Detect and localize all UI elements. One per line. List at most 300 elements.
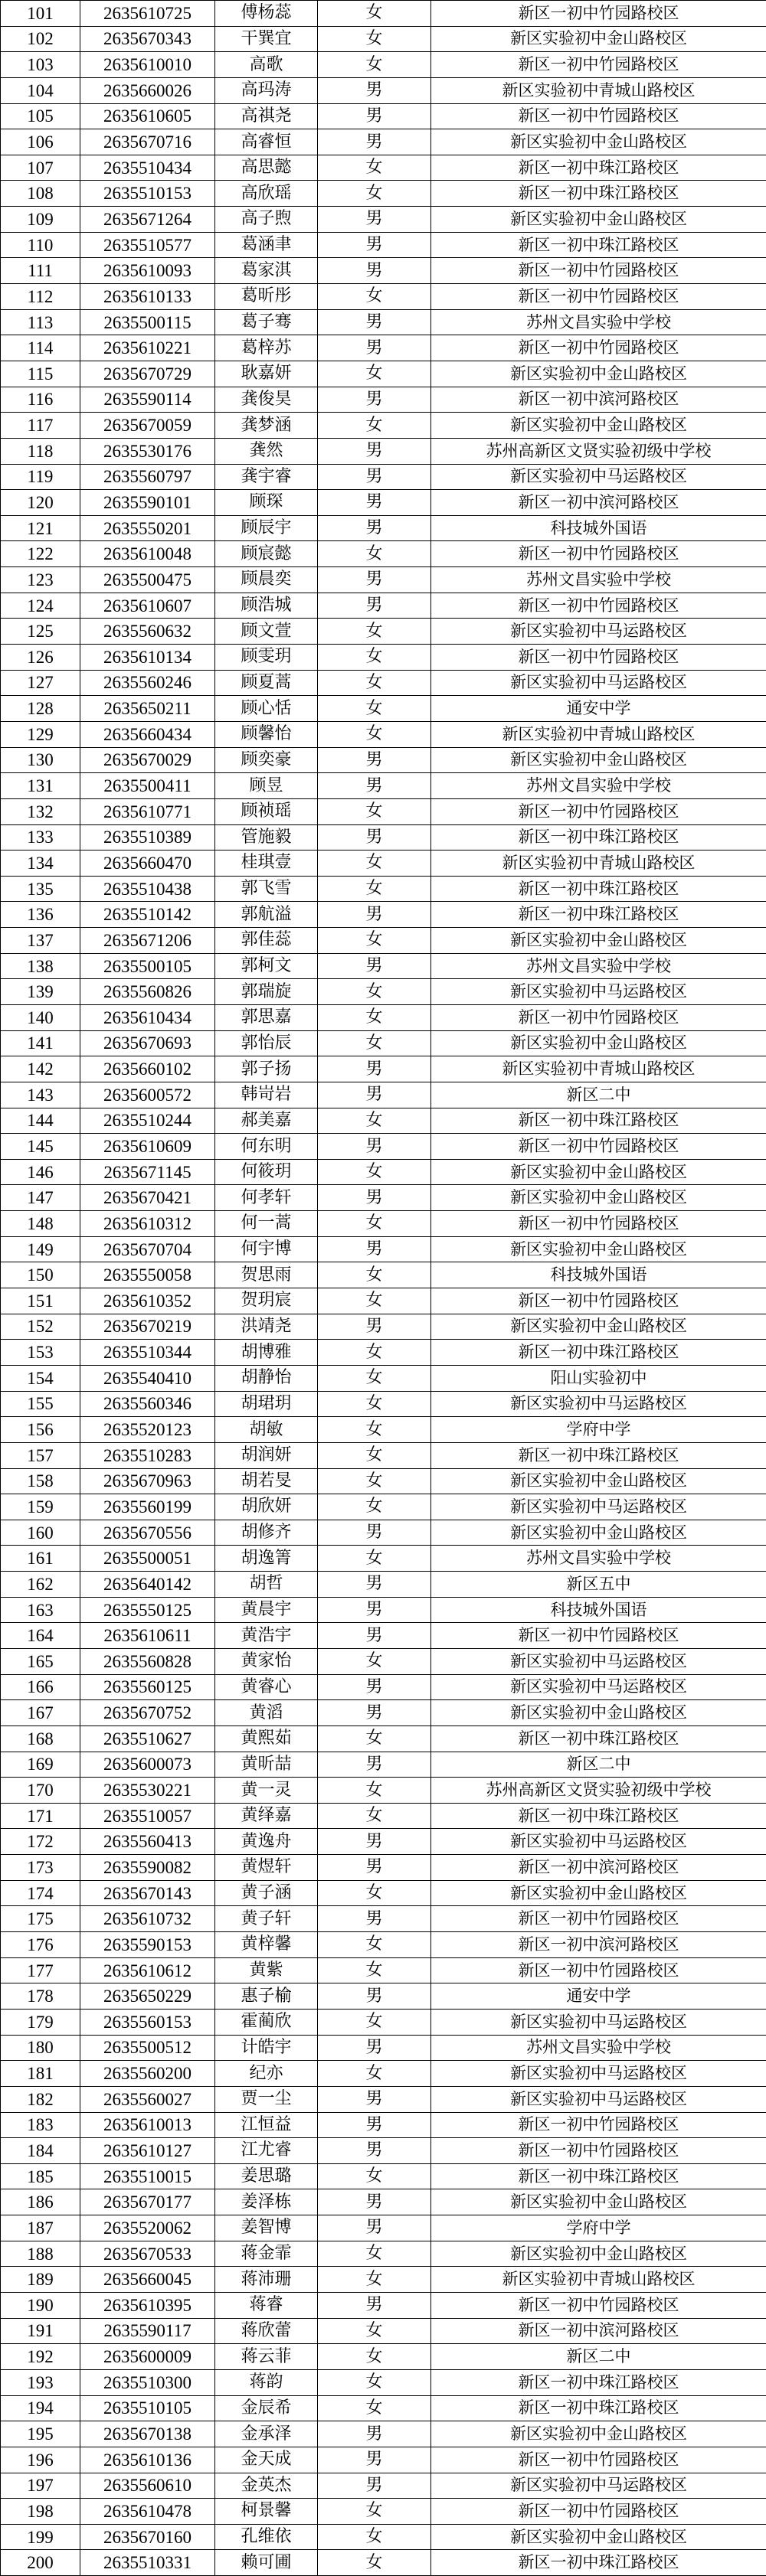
table-row — [1, 103, 766, 129]
cell-no: 129 — [1, 721, 80, 747]
cell-id: 2635671206 — [80, 928, 215, 954]
cell-no: 137 — [1, 928, 80, 954]
cell-id: 2635550201 — [80, 515, 215, 541]
cell-no: 151 — [1, 1288, 80, 1314]
cell-school: 新区实验初中马运路校区 — [431, 619, 766, 645]
cell-id: 2635500051 — [80, 1546, 215, 1572]
cell-school: 新区实验初中马运路校区 — [431, 1674, 766, 1700]
table-row — [1, 902, 766, 928]
cell-school: 新区二中 — [431, 1752, 766, 1778]
cell-id: 2635670177 — [80, 2189, 215, 2215]
cell-id: 2635520062 — [80, 2215, 215, 2241]
cell-school: 新区一初中滨河路校区 — [431, 387, 766, 413]
table-row — [1, 1855, 766, 1881]
cell-school: 新区一初中竹园路校区 — [431, 1134, 766, 1160]
cell-id: 2635610725 — [80, 1, 215, 27]
cell-no: 156 — [1, 1417, 80, 1443]
cell-gender: 男 — [318, 1752, 431, 1778]
table-row — [1, 1314, 766, 1340]
table-row — [1, 1030, 766, 1056]
cell-no: 181 — [1, 2061, 80, 2087]
cell-gender: 男 — [318, 2035, 431, 2061]
cell-name: 胡珺玥 — [215, 1391, 318, 1417]
cell-no: 108 — [1, 181, 80, 207]
cell-name: 葛梓苏 — [215, 335, 318, 361]
table-row — [1, 2524, 766, 2550]
cell-no: 117 — [1, 413, 80, 439]
cell-no: 101 — [1, 1, 80, 27]
cell-no: 132 — [1, 798, 80, 824]
cell-school: 新区一初中竹园路校区 — [431, 258, 766, 284]
cell-gender: 女 — [318, 181, 431, 207]
cell-no: 141 — [1, 1030, 80, 1056]
cell-id: 2635610134 — [80, 645, 215, 671]
cell-no: 198 — [1, 2499, 80, 2525]
cell-gender: 男 — [318, 490, 431, 516]
cell-id: 2635670160 — [80, 2524, 215, 2550]
cell-gender: 女 — [318, 1932, 431, 1958]
table-row — [1, 258, 766, 284]
cell-gender: 女 — [318, 1417, 431, 1443]
cell-name: 郝美嘉 — [215, 1108, 318, 1134]
table-row — [1, 2163, 766, 2189]
cell-gender: 女 — [318, 696, 431, 722]
cell-id: 2635610312 — [80, 1211, 215, 1237]
cell-no: 150 — [1, 1262, 80, 1288]
cell-name: 傅杨蕊 — [215, 1, 318, 27]
cell-id: 2635610771 — [80, 798, 215, 824]
cell-name: 高祺尧 — [215, 103, 318, 129]
table-row — [1, 232, 766, 258]
table-row — [1, 490, 766, 516]
cell-name: 葛昕彤 — [215, 284, 318, 310]
cell-name: 干巽宜 — [215, 26, 318, 52]
cell-id: 2635610048 — [80, 541, 215, 567]
table-row — [1, 2086, 766, 2112]
cell-gender: 男 — [318, 232, 431, 258]
cell-gender: 女 — [318, 155, 431, 181]
cell-gender: 男 — [318, 1700, 431, 1726]
cell-no: 127 — [1, 670, 80, 696]
cell-no: 158 — [1, 1468, 80, 1494]
cell-school: 新区一初中竹园路校区 — [431, 2499, 766, 2525]
cell-no: 103 — [1, 52, 80, 78]
cell-school: 新区一初中滨河路校区 — [431, 490, 766, 516]
table-row — [1, 824, 766, 851]
cell-school: 新区实验初中金山路校区 — [431, 26, 766, 52]
cell-school: 新区实验初中青城山路校区 — [431, 721, 766, 747]
cell-school: 新区实验初中金山路校区 — [431, 1700, 766, 1726]
cell-school: 新区一初中竹园路校区 — [431, 103, 766, 129]
cell-no: 110 — [1, 232, 80, 258]
cell-no: 193 — [1, 2369, 80, 2395]
cell-gender: 男 — [318, 207, 431, 233]
table-row — [1, 1700, 766, 1726]
table-row — [1, 387, 766, 413]
cell-id: 2635550125 — [80, 1597, 215, 1623]
cell-name: 贾一尘 — [215, 2086, 318, 2112]
cell-id: 2635670138 — [80, 2421, 215, 2447]
cell-school: 苏州文昌实验中学校 — [431, 309, 766, 335]
cell-id: 2635610127 — [80, 2138, 215, 2164]
cell-gender: 女 — [318, 1546, 431, 1572]
table-row — [1, 1391, 766, 1417]
cell-no: 196 — [1, 2447, 80, 2473]
table-row — [1, 2189, 766, 2215]
cell-name: 柯景馨 — [215, 2499, 318, 2525]
table-row — [1, 1906, 766, 1932]
cell-id: 2635510283 — [80, 1442, 215, 1468]
cell-id: 2635670533 — [80, 2241, 215, 2267]
cell-no: 154 — [1, 1365, 80, 1391]
cell-school: 新区实验初中青城山路校区 — [431, 1056, 766, 1082]
cell-school: 苏州高新区文贤实验初级中学校 — [431, 438, 766, 464]
cell-school: 苏州文昌实验中学校 — [431, 773, 766, 799]
cell-id: 2635560027 — [80, 2086, 215, 2112]
cell-school: 新区二中 — [431, 2344, 766, 2370]
cell-school: 新区一初中珠江路校区 — [431, 2395, 766, 2421]
cell-school: 新区一初中珠江路校区 — [431, 2163, 766, 2189]
cell-id: 2635660434 — [80, 721, 215, 747]
cell-no: 194 — [1, 2395, 80, 2421]
cell-name: 高歌 — [215, 52, 318, 78]
cell-id: 2635560797 — [80, 464, 215, 490]
table-row — [1, 1752, 766, 1778]
cell-name: 胡哲 — [215, 1572, 318, 1598]
cell-id: 2635670556 — [80, 1520, 215, 1546]
cell-no: 131 — [1, 773, 80, 799]
cell-name: 何东明 — [215, 1134, 318, 1160]
table-row — [1, 670, 766, 696]
table-row — [1, 1108, 766, 1134]
cell-no: 172 — [1, 1829, 80, 1855]
cell-name: 葛家淇 — [215, 258, 318, 284]
cell-id: 2635610434 — [80, 1004, 215, 1030]
cell-school: 新区一初中珠江路校区 — [431, 155, 766, 181]
cell-school: 新区实验初中金山路校区 — [431, 2241, 766, 2267]
cell-no: 155 — [1, 1391, 80, 1417]
cell-name: 蒋欣蕾 — [215, 2318, 318, 2344]
cell-school: 苏州文昌实验中学校 — [431, 953, 766, 979]
cell-name: 江尤睿 — [215, 2138, 318, 2164]
cell-gender: 男 — [318, 77, 431, 103]
cell-id: 2635640142 — [80, 1572, 215, 1598]
cell-no: 139 — [1, 979, 80, 1005]
cell-school: 新区实验初中金山路校区 — [431, 207, 766, 233]
cell-gender: 女 — [318, 2241, 431, 2267]
cell-no: 152 — [1, 1314, 80, 1340]
cell-gender: 女 — [318, 645, 431, 671]
table-row — [1, 1468, 766, 1494]
cell-no: 170 — [1, 1778, 80, 1804]
cell-school: 科技城外国语 — [431, 1597, 766, 1623]
cell-name: 韩岢岩 — [215, 1082, 318, 1108]
cell-no: 107 — [1, 155, 80, 181]
cell-school: 新区一初中竹园路校区 — [431, 284, 766, 310]
cell-no: 191 — [1, 2318, 80, 2344]
cell-no: 134 — [1, 851, 80, 877]
cell-gender: 女 — [318, 1365, 431, 1391]
cell-name: 高子煦 — [215, 207, 318, 233]
cell-gender: 女 — [318, 1340, 431, 1366]
cell-school: 科技城外国语 — [431, 515, 766, 541]
cell-name: 胡逸箐 — [215, 1546, 318, 1572]
cell-school: 新区实验初中马运路校区 — [431, 1494, 766, 1520]
cell-id: 2635610609 — [80, 1134, 215, 1160]
cell-no: 136 — [1, 902, 80, 928]
cell-no: 142 — [1, 1056, 80, 1082]
table-row — [1, 1004, 766, 1030]
cell-id: 2635510331 — [80, 2550, 215, 2576]
cell-no: 162 — [1, 1572, 80, 1598]
table-row — [1, 1623, 766, 1649]
cell-no: 177 — [1, 1957, 80, 1983]
cell-school: 新区一初中珠江路校区 — [431, 1442, 766, 1468]
table-row — [1, 2550, 766, 2576]
cell-id: 2635610607 — [80, 593, 215, 619]
cell-name: 顾浩城 — [215, 593, 318, 619]
cell-id: 2635530221 — [80, 1778, 215, 1804]
cell-name: 黄梓馨 — [215, 1932, 318, 1958]
cell-no: 122 — [1, 541, 80, 567]
cell-name: 郭怡辰 — [215, 1030, 318, 1056]
cell-name: 计皓宇 — [215, 2035, 318, 2061]
cell-gender: 女 — [318, 1468, 431, 1494]
cell-name: 顾宸懿 — [215, 541, 318, 567]
cell-gender: 女 — [318, 1880, 431, 1906]
cell-gender: 男 — [318, 747, 431, 773]
table-row — [1, 2369, 766, 2395]
cell-school: 新区一初中珠江路校区 — [431, 876, 766, 902]
cell-school: 新区实验初中金山路校区 — [431, 2524, 766, 2550]
table-row — [1, 953, 766, 979]
cell-gender: 女 — [318, 2395, 431, 2421]
cell-no: 164 — [1, 1623, 80, 1649]
cell-school: 新区实验初中青城山路校区 — [431, 2267, 766, 2293]
cell-gender: 女 — [318, 876, 431, 902]
cell-school: 新区一初中珠江路校区 — [431, 2550, 766, 2576]
cell-id: 2635670059 — [80, 413, 215, 439]
cell-school: 新区一初中珠江路校区 — [431, 902, 766, 928]
cell-school: 新区一初中竹园路校区 — [431, 541, 766, 567]
cell-school: 新区一初中珠江路校区 — [431, 2369, 766, 2395]
table-row — [1, 1957, 766, 1983]
cell-school: 新区一初中竹园路校区 — [431, 1623, 766, 1649]
cell-no: 167 — [1, 1700, 80, 1726]
cell-no: 149 — [1, 1236, 80, 1262]
cell-no: 118 — [1, 438, 80, 464]
cell-school: 新区一初中珠江路校区 — [431, 1725, 766, 1752]
cell-no: 123 — [1, 567, 80, 593]
cell-school: 新区一初中珠江路校区 — [431, 824, 766, 851]
cell-no: 160 — [1, 1520, 80, 1546]
cell-gender: 男 — [318, 1906, 431, 1932]
cell-gender: 女 — [318, 1957, 431, 1983]
table-row — [1, 1442, 766, 1468]
cell-name: 龚梦涵 — [215, 413, 318, 439]
cell-no: 115 — [1, 361, 80, 387]
cell-school: 新区实验初中金山路校区 — [431, 747, 766, 773]
cell-no: 189 — [1, 2267, 80, 2293]
table-row — [1, 1211, 766, 1237]
cell-school: 新区五中 — [431, 1572, 766, 1598]
cell-gender: 男 — [318, 387, 431, 413]
cell-school: 新区实验初中马运路校区 — [431, 2086, 766, 2112]
cell-gender: 男 — [318, 2215, 431, 2241]
table-row — [1, 541, 766, 567]
table-row — [1, 1185, 766, 1211]
cell-no: 135 — [1, 876, 80, 902]
cell-name: 顾祯瑶 — [215, 798, 318, 824]
cell-gender: 男 — [318, 1134, 431, 1160]
cell-id: 2635660045 — [80, 2267, 215, 2293]
table-row — [1, 1778, 766, 1804]
table-row — [1, 851, 766, 877]
table-row — [1, 2241, 766, 2267]
cell-name: 胡欣妍 — [215, 1494, 318, 1520]
cell-gender: 女 — [318, 541, 431, 567]
cell-id: 2635510142 — [80, 902, 215, 928]
cell-school: 学府中学 — [431, 2215, 766, 2241]
cell-name: 蒋韵 — [215, 2369, 318, 2395]
table-row — [1, 309, 766, 335]
cell-no: 174 — [1, 1880, 80, 1906]
cell-name: 何筱玥 — [215, 1159, 318, 1185]
cell-name: 赖可圃 — [215, 2550, 318, 2576]
table-row — [1, 567, 766, 593]
table-row — [1, 52, 766, 78]
cell-name: 桂琪壹 — [215, 851, 318, 877]
table-row — [1, 928, 766, 954]
cell-id: 2635600073 — [80, 1752, 215, 1778]
cell-id: 2635510300 — [80, 2369, 215, 2395]
cell-name: 高睿恒 — [215, 129, 318, 155]
cell-gender: 女 — [318, 284, 431, 310]
cell-id: 2635560632 — [80, 619, 215, 645]
cell-no: 179 — [1, 2009, 80, 2035]
cell-name: 黄昕喆 — [215, 1752, 318, 1778]
cell-gender: 男 — [318, 129, 431, 155]
table-row — [1, 2035, 766, 2061]
cell-no: 161 — [1, 1546, 80, 1572]
cell-id: 2635500512 — [80, 2035, 215, 2061]
cell-name: 顾琛 — [215, 490, 318, 516]
cell-no: 113 — [1, 309, 80, 335]
cell-name: 何一蒿 — [215, 1211, 318, 1237]
cell-id: 2635560153 — [80, 2009, 215, 2035]
cell-gender: 女 — [318, 1288, 431, 1314]
cell-school: 新区一初中竹园路校区 — [431, 52, 766, 78]
cell-id: 2635670421 — [80, 1185, 215, 1211]
cell-name: 黄熙茹 — [215, 1725, 318, 1752]
cell-gender: 男 — [318, 1572, 431, 1598]
cell-school: 新区实验初中金山路校区 — [431, 1520, 766, 1546]
cell-name: 纪亦 — [215, 2061, 318, 2087]
cell-no: 188 — [1, 2241, 80, 2267]
table-row — [1, 1572, 766, 1598]
cell-name: 郭思嘉 — [215, 1004, 318, 1030]
cell-gender: 女 — [318, 1004, 431, 1030]
cell-gender: 女 — [318, 2267, 431, 2293]
cell-id: 2635670029 — [80, 747, 215, 773]
cell-name: 郭子扬 — [215, 1056, 318, 1082]
cell-id: 2635670729 — [80, 361, 215, 387]
table-row — [1, 2318, 766, 2344]
cell-id: 2635610221 — [80, 335, 215, 361]
cell-id: 2635560413 — [80, 1829, 215, 1855]
table-row — [1, 1597, 766, 1623]
cell-name: 黄睿心 — [215, 1674, 318, 1700]
cell-name: 黄滔 — [215, 1700, 318, 1726]
cell-id: 2635610010 — [80, 52, 215, 78]
cell-id: 2635510153 — [80, 181, 215, 207]
cell-school: 新区实验初中马运路校区 — [431, 1649, 766, 1675]
cell-school: 新区一初中珠江路校区 — [431, 1108, 766, 1134]
cell-gender: 男 — [318, 953, 431, 979]
cell-no: 145 — [1, 1134, 80, 1160]
cell-name: 黄子轩 — [215, 1906, 318, 1932]
cell-school: 新区一初中珠江路校区 — [431, 1340, 766, 1366]
cell-no: 147 — [1, 1185, 80, 1211]
cell-name: 胡若旻 — [215, 1468, 318, 1494]
cell-id: 2635610136 — [80, 2447, 215, 2473]
cell-no: 163 — [1, 1597, 80, 1623]
cell-school: 新区一初中竹园路校区 — [431, 1288, 766, 1314]
cell-id: 2635610093 — [80, 258, 215, 284]
cell-gender: 女 — [318, 979, 431, 1005]
cell-id: 2635510577 — [80, 232, 215, 258]
cell-id: 2635670704 — [80, 1236, 215, 1262]
cell-gender: 男 — [318, 103, 431, 129]
cell-school: 苏州文昌实验中学校 — [431, 2035, 766, 2061]
cell-gender: 女 — [318, 2524, 431, 2550]
cell-id: 2635670219 — [80, 1314, 215, 1340]
cell-name: 顾心恬 — [215, 696, 318, 722]
cell-gender: 男 — [318, 2473, 431, 2499]
cell-school: 新区一初中竹园路校区 — [431, 1211, 766, 1237]
cell-name: 蒋云菲 — [215, 2344, 318, 2370]
table-row — [1, 2293, 766, 2319]
cell-name: 霍蔺欣 — [215, 2009, 318, 2035]
cell-name: 郭柯文 — [215, 953, 318, 979]
cell-gender: 男 — [318, 2112, 431, 2138]
cell-id: 2635670716 — [80, 129, 215, 155]
cell-gender: 男 — [318, 1056, 431, 1082]
cell-gender: 女 — [318, 1030, 431, 1056]
cell-gender: 男 — [318, 824, 431, 851]
cell-id: 2635510627 — [80, 1725, 215, 1752]
cell-name: 高思懿 — [215, 155, 318, 181]
table-row — [1, 2447, 766, 2473]
table-row — [1, 619, 766, 645]
cell-school: 新区实验初中青城山路校区 — [431, 77, 766, 103]
cell-school: 新区实验初中金山路校区 — [431, 1236, 766, 1262]
cell-id: 2635660470 — [80, 851, 215, 877]
cell-school: 新区实验初中马运路校区 — [431, 670, 766, 696]
table-row — [1, 747, 766, 773]
cell-school: 新区实验初中金山路校区 — [431, 1880, 766, 1906]
cell-gender: 女 — [318, 1159, 431, 1185]
cell-gender: 男 — [318, 2421, 431, 2447]
cell-school: 科技城外国语 — [431, 1262, 766, 1288]
cell-school: 新区二中 — [431, 1082, 766, 1108]
cell-id: 2635610478 — [80, 2499, 215, 2525]
table-row — [1, 2215, 766, 2241]
cell-name: 黄晨宇 — [215, 1597, 318, 1623]
cell-no: 183 — [1, 2112, 80, 2138]
cell-id: 2635510057 — [80, 1803, 215, 1829]
table-row — [1, 2009, 766, 2035]
